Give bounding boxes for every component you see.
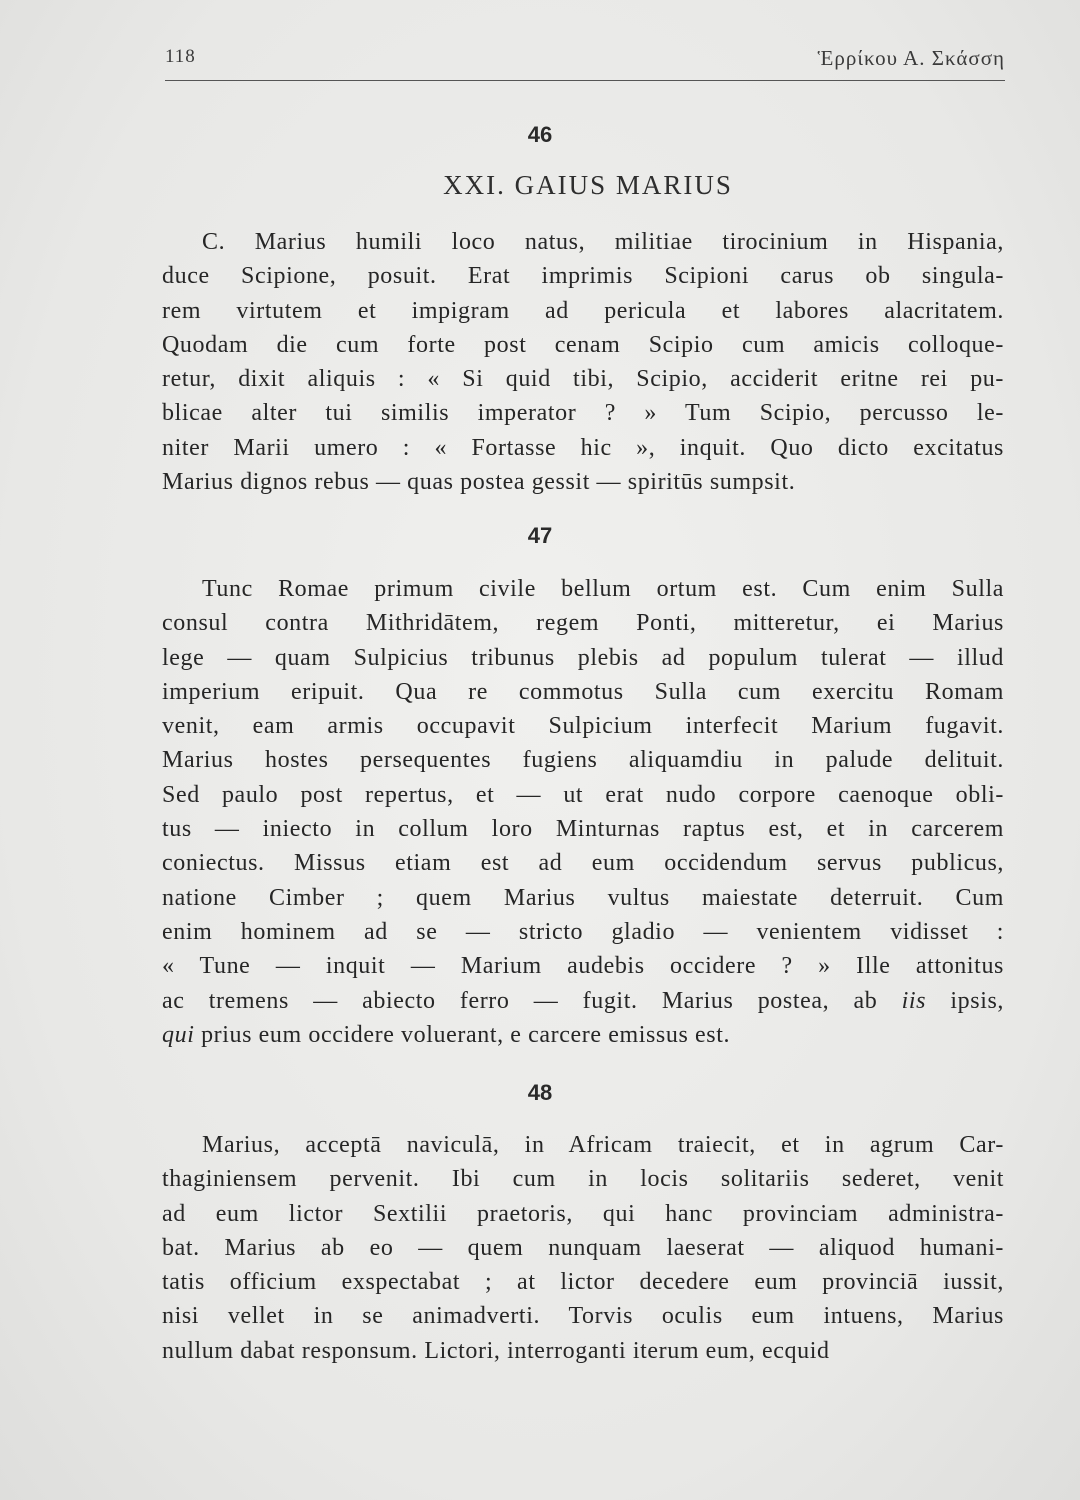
text-line: venit, eam armis occupavit Sulpicium interfecit Marium fugavit.: [162, 713, 1004, 740]
chapter-title: XXI. GAIUS MARIUS: [443, 170, 733, 200]
paragraph-48: [162, 1128, 1004, 1368]
text-line: nullum dabat responsum. Lictori, interroganti iterum eum, ecquid: [162, 1337, 830, 1364]
text-line: Marius dignos rebus — quas postea gessit — spiritūs sumpsit.: [162, 469, 796, 496]
text-line: thaginiensem pervenit. Ibi cum in locis solitariis sederet, venit: [162, 1166, 1004, 1193]
text-line: tatis officium exspectabat ; at lictor decedere eum provinciā iussit,: [162, 1269, 1004, 1296]
text-line: bat. Marius ab eo — quem nunquam laeserat — aliquod humani-: [162, 1234, 1004, 1261]
text-line: tus — iniecto in collum loro Minturnas raptus est, et in carcerem: [162, 816, 1004, 843]
text-line: enim hominem ad se — stricto gladio — venientem vidisset :: [162, 918, 1004, 945]
text-fragment: prius eum occidere voluerant, e carcere emissus est.: [194, 1021, 731, 1048]
text-line: « Tune — inquit — Marium audebis occidere ? » Ille attonitus: [162, 953, 1004, 980]
text-line-with-italics: [162, 984, 1004, 1018]
text-line: Quodam die cum forte post cenam Scipio cum amicis colloque-: [162, 331, 1004, 358]
italic-word: qui: [162, 1021, 195, 1048]
text-fragment: ipsis,: [926, 987, 1004, 1014]
section-number-48: 48: [527, 1080, 553, 1105]
text-line-with-italics: [162, 1018, 1004, 1052]
text-line: Sed paulo post repertus, et — ut erat nudo corpore caenoque obli-: [162, 781, 1004, 808]
text-line: natione Cimber ; quem Marius vultus maiestate deterruit. Cum: [162, 884, 1004, 911]
text-line: ad eum lictor Sextilii praetoris, qui hanc provinciam administra-: [162, 1200, 1004, 1227]
text-line: imperium eripuit. Qua re commotus Sulla cum exercitu Romam: [162, 678, 1004, 705]
text-line: C. Marius humili loco natus, militiae tirocinium in Hispania,: [202, 229, 1004, 255]
italic-word: iis: [901, 987, 927, 1014]
text-line: nisi vellet in se animadverti. Torvis oculis eum intuens, Marius: [162, 1303, 1004, 1330]
text-line: blicae alter tui similis imperator ? » Tum Scipio, percusso le-: [162, 400, 1004, 427]
text-line: coniectus. Missus etiam est ad eum occidendum servus publicus,: [162, 850, 1004, 877]
text-line: lege — quam Sulpicius tribunus plebis ad populum tulerat — illud: [162, 644, 1004, 671]
paragraph-47: [162, 572, 1004, 1052]
text-line: duce Scipione, posuit. Erat imprimis Scipioni carus ob singula-: [162, 263, 1004, 290]
paragraph-46: [162, 225, 1004, 499]
page-header: [165, 44, 1005, 81]
text-line: retur, dixit aliquis : « Si quid tibi, Scipio, acciderit eritne rei pu-: [162, 366, 1004, 393]
text-line: Marius, acceptā naviculā, in Africam traiecit, et in agrum Car-: [202, 1132, 1004, 1158]
section-number-46: 46: [527, 122, 553, 147]
running-head: Ἑρρίκου Α. Σκάσση: [817, 46, 1005, 70]
text-line: consul contra Mithridātem, regem Ponti, mitteretur, ei Marius: [162, 610, 1004, 637]
text-line: Marius hostes persequentes fugiens aliquamdiu in palude delituit.: [162, 747, 1004, 774]
section-number-47: 47: [527, 523, 553, 548]
text-line: rem virtutem et impigram ad pericula et labores alacritatem.: [162, 297, 1004, 324]
text-line: Tunc Romae primum civile bellum ortum est. Cum enim Sulla: [202, 576, 1004, 602]
text-fragment: ac tremens — abiecto ferro — fugit. Marius postea, ab: [162, 987, 902, 1014]
page-number: 118: [165, 46, 196, 67]
text-line: niter Marii umero : « Fortasse hic », inquit. Quo dicto excitatus: [162, 434, 1004, 461]
